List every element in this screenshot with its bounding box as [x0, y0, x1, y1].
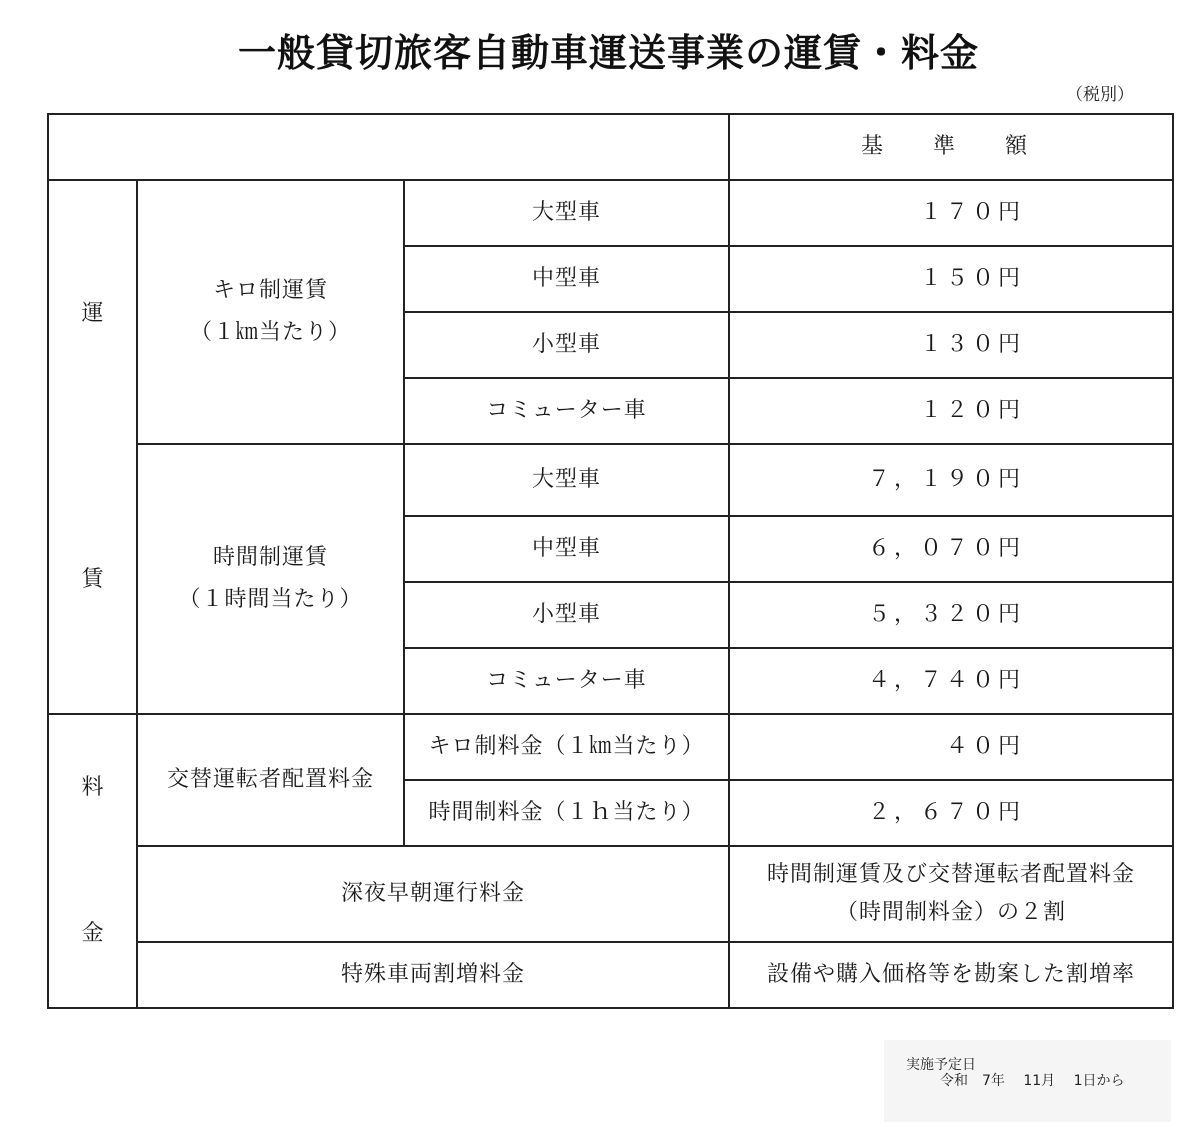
header-empty-cell	[48, 114, 729, 180]
relief-driver-fee-label: 交替運転者配置料金	[137, 714, 404, 846]
table-row	[48, 444, 1173, 516]
tax-exclusive-note: （税別）	[1066, 85, 1134, 105]
special-vehicle-fee-label: 特殊車両割増料金	[137, 942, 729, 1008]
vehicle-type: 大型車	[404, 444, 729, 516]
amount: １７０円	[729, 180, 1173, 246]
fare-label-char: 運	[81, 301, 104, 326]
km-fare-label-line2: （１㎞当たり）	[189, 320, 351, 345]
fee-label-char: 料	[81, 775, 104, 800]
late-night-fee-value	[729, 846, 1173, 942]
effective-date-value: 令和 7年 11月 1日から	[940, 1073, 1125, 1089]
vehicle-type: コミューター車	[404, 648, 729, 714]
vehicle-type: 大型車	[404, 180, 729, 246]
special-vehicle-fee-value: 設備や購入価格等を勘案した割増率	[729, 942, 1173, 1008]
table-row	[48, 714, 1173, 780]
amount: １５０円	[729, 246, 1173, 312]
fare-section-label	[48, 180, 137, 714]
km-fare-label	[137, 180, 404, 444]
vehicle-type: 中型車	[404, 516, 729, 582]
fee-type: 時間制料金（１ｈ当たり）	[404, 780, 729, 846]
vehicle-type: 中型車	[404, 246, 729, 312]
amount: ４，７４０円	[729, 648, 1173, 714]
table-row	[48, 942, 1173, 1008]
fee-label-char: 金	[81, 921, 104, 946]
fare-table	[47, 113, 1174, 1009]
vehicle-type: 小型車	[404, 312, 729, 378]
amount: ２，６７０円	[729, 780, 1173, 846]
fare-label-char: 賃	[81, 567, 104, 592]
table-row	[48, 846, 1173, 942]
amount: ４０円	[729, 714, 1173, 780]
km-fare-label-line1: キロ制運賃	[212, 278, 328, 303]
table-row	[48, 180, 1173, 246]
amount: ６，０７０円	[729, 516, 1173, 582]
fee-type: キロ制料金（１㎞当たり）	[404, 714, 729, 780]
late-night-fee-value-line2: （時間制料金）の２割	[836, 900, 1067, 925]
page-title: 一般貸切旅客自動車運送事業の運賃・料金	[237, 31, 979, 75]
time-fare-label	[137, 444, 404, 714]
time-fare-label-line2: （１時間当たり）	[178, 587, 363, 612]
vehicle-type: コミューター車	[404, 378, 729, 444]
amount: １２０円	[729, 378, 1173, 444]
effective-date-label: 実施予定日	[906, 1057, 976, 1073]
table-header-row	[48, 114, 1173, 180]
amount: ７，１９０円	[729, 444, 1173, 516]
amount: ５，３２０円	[729, 582, 1173, 648]
time-fare-label-line1: 時間制運賃	[212, 545, 328, 570]
fee-section-label	[48, 714, 137, 1008]
late-night-fee-label: 深夜早朝運行料金	[137, 846, 729, 942]
late-night-fee-value-line1: 時間制運賃及び交替運転者配置料金	[767, 862, 1136, 887]
vehicle-type: 小型車	[404, 582, 729, 648]
amount: １３０円	[729, 312, 1173, 378]
effective-date-notice	[884, 1040, 1171, 1122]
header-standard-amount: 基 準 額	[729, 114, 1173, 180]
